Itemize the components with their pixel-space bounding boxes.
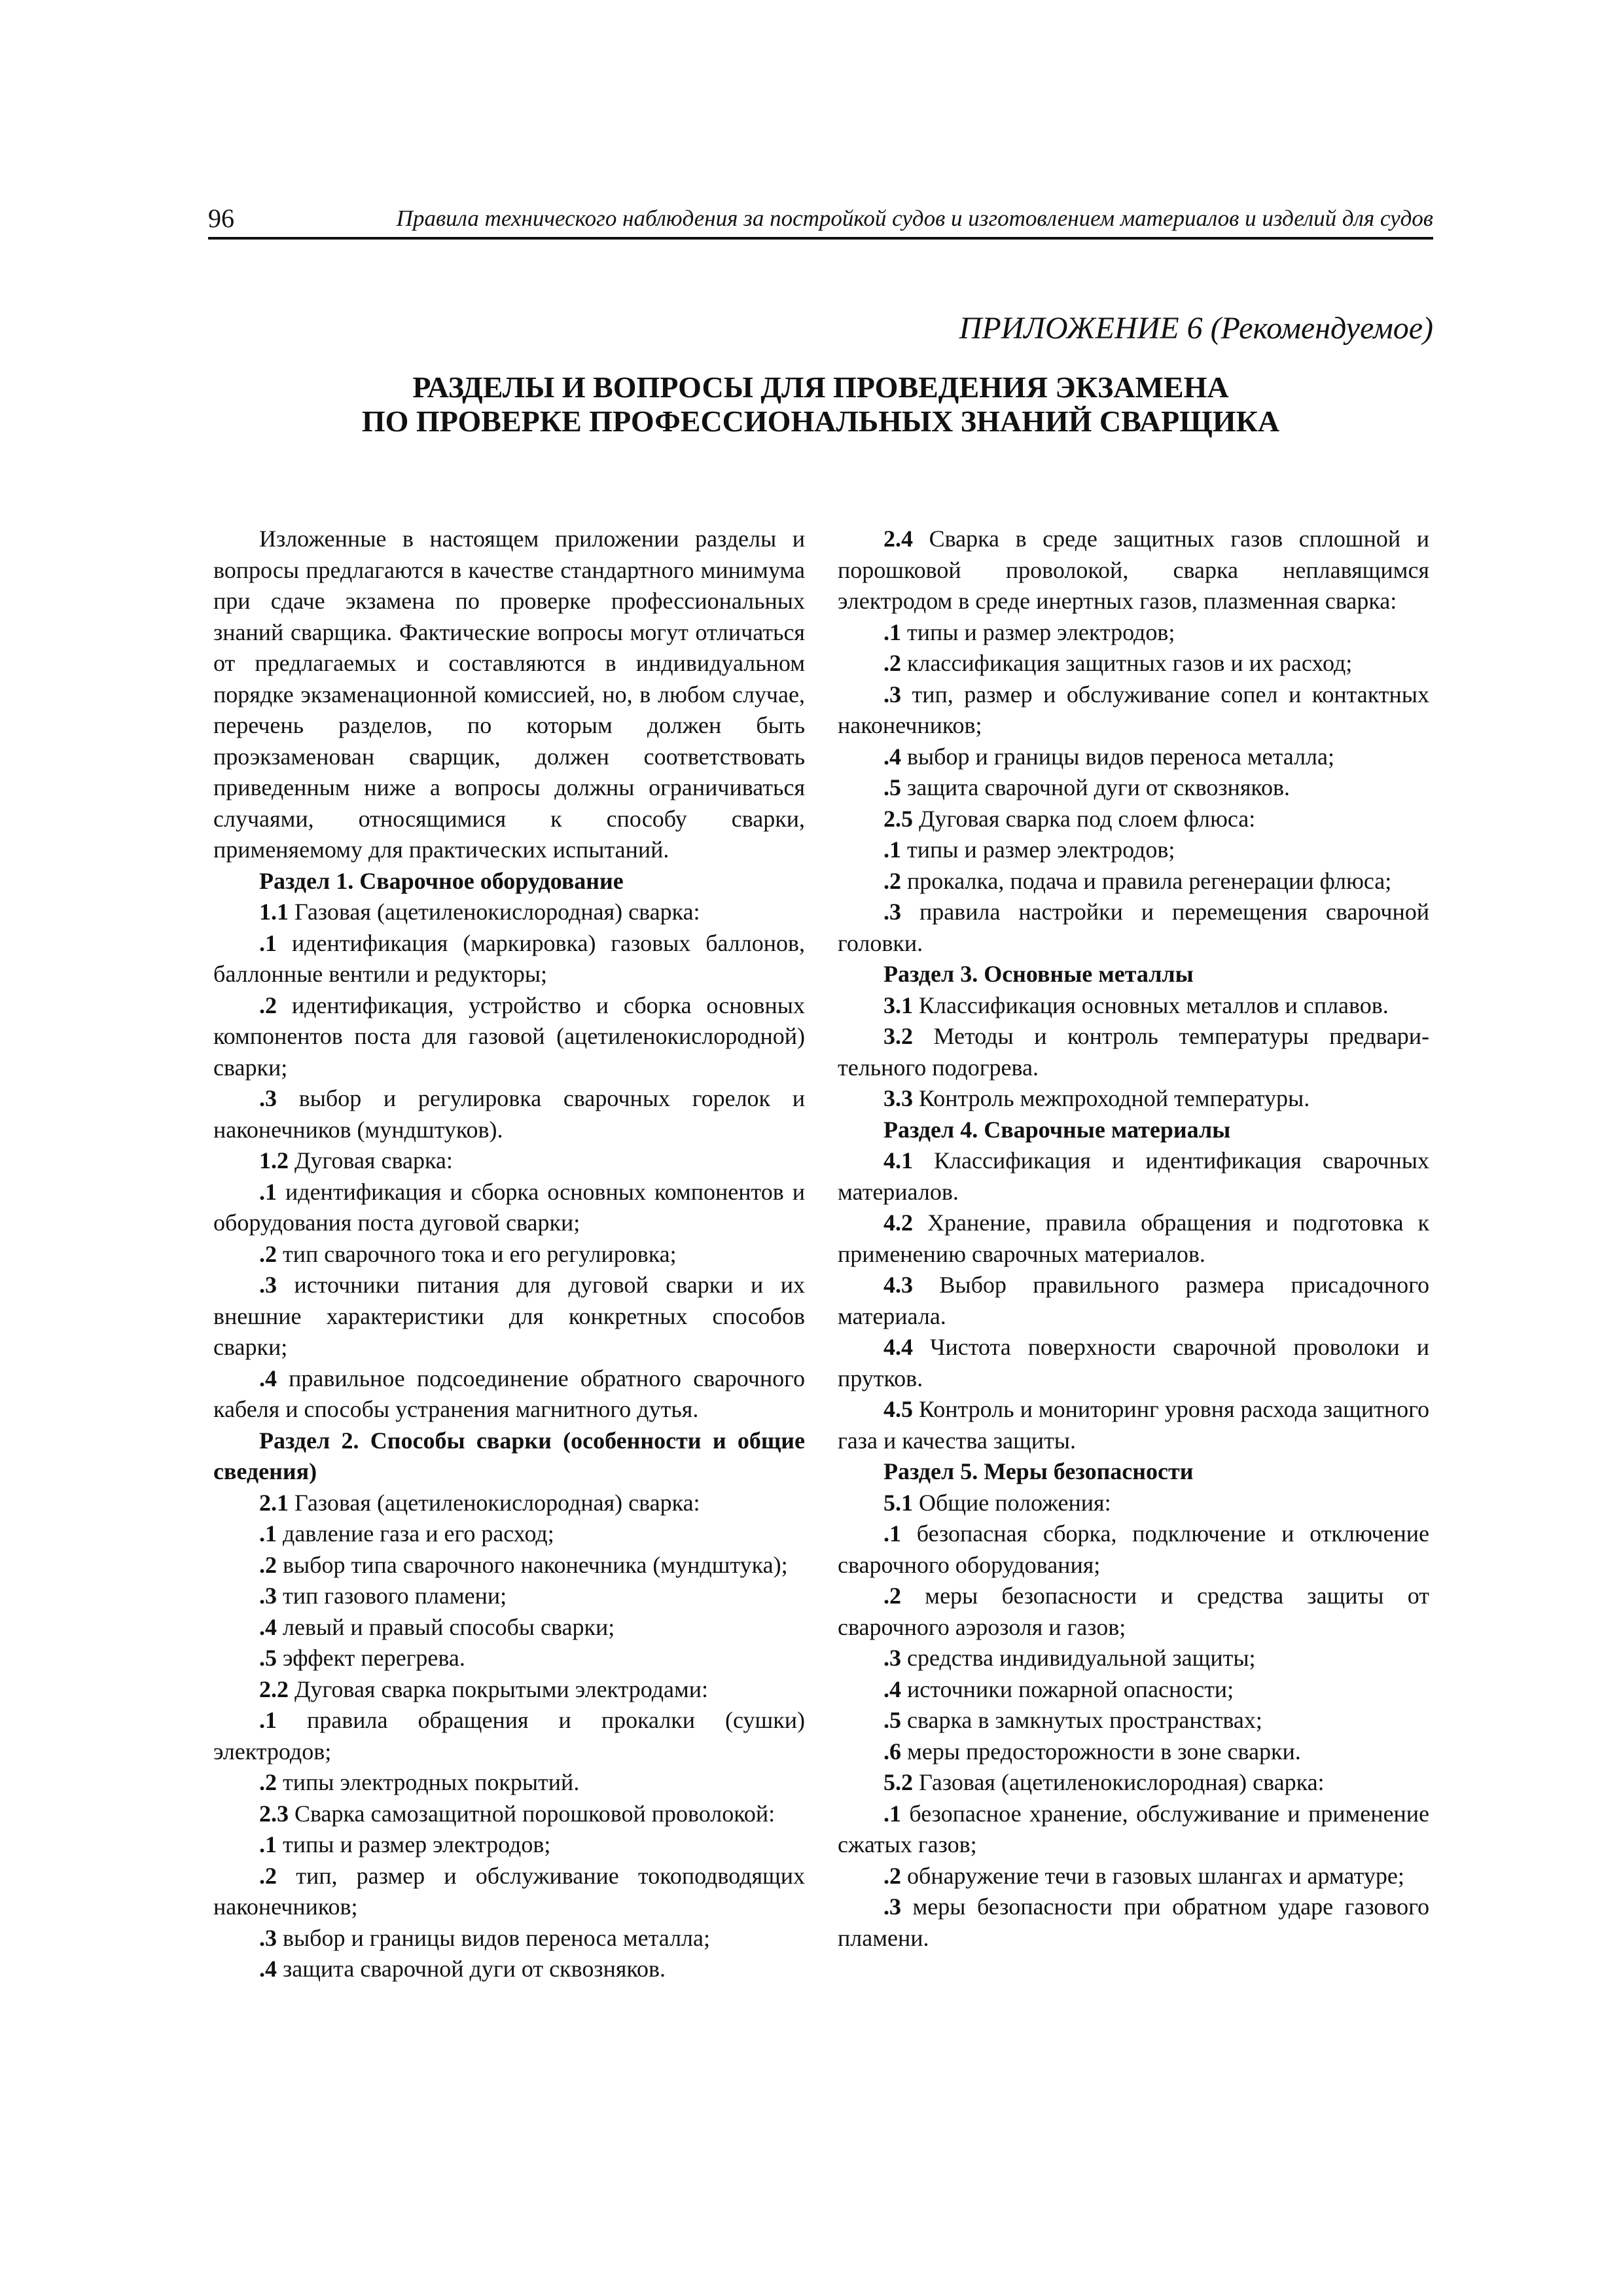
running-title: Правила технического наблюдения за постройкой судов и изготовлением материалов и изделий для судов (396, 206, 1433, 231)
item-number: .1 (259, 1831, 277, 1857)
item-number: .3 (259, 1924, 277, 1951)
item-5-2-2 (838, 1861, 1429, 1892)
item-number: 4.5 (883, 1396, 913, 1422)
item-number: 3.3 (883, 1085, 913, 1111)
item-number: .2 (259, 992, 277, 1018)
item-text: выбор и границы видов переноса металла; (901, 743, 1334, 770)
item-text: Газовая (ацетиленокислородная) сварка: (913, 1769, 1325, 1795)
item-2-4-3 (838, 679, 1429, 742)
item-5-1 (838, 1488, 1429, 1519)
section-1-heading: Раздел 1. Сварочное оборудование (259, 867, 624, 894)
item-1-2 (213, 1145, 805, 1177)
item-text: давление газа и его расход; (277, 1520, 554, 1547)
item-text: Методы и контроль температуры предварительного подогрева. (838, 1023, 1429, 1081)
item-number: 3.1 (883, 992, 913, 1018)
item-text: Дуговая сварка: (289, 1147, 453, 1174)
item-number: .4 (883, 743, 901, 770)
item-number: .4 (259, 1613, 277, 1640)
item-text: идентификация и сборка основных компонентов и оборудования поста дуговой сварки; (213, 1178, 805, 1236)
item-text: тип, размер и обслуживание сопел и контактных наконечников; (838, 681, 1429, 738)
item-text: Хранение, правила обращения и подготовка к применению сварочных материалов. (838, 1210, 1429, 1267)
item-text: идентификация, устройство и сборка основных компонентов поста для газовой (ацетиленокислородной) сварки; (213, 992, 805, 1081)
item-text: выбор типа сварочного наконечника (мундштука); (277, 1551, 788, 1578)
item-text: Выбор правильного размера присадочного материала. (838, 1272, 1429, 1329)
item-1-2-4 (213, 1363, 805, 1426)
item-text: обнаружение течи в газовых шлангах и арматуре; (901, 1862, 1404, 1889)
item-number: .5 (259, 1645, 277, 1671)
item-3-2 (838, 1021, 1429, 1083)
item-2-5-1 (838, 834, 1429, 866)
item-text: средства индивидуальной защиты; (901, 1645, 1256, 1671)
item-number: .3 (259, 1272, 277, 1298)
item-2-4-2 (838, 648, 1429, 679)
item-number: 4.3 (883, 1272, 913, 1298)
item-text: Классификация основных металлов и сплавов. (913, 992, 1389, 1018)
item-number: .6 (883, 1738, 901, 1765)
page-title (208, 370, 1433, 439)
item-5-1-5 (838, 1705, 1429, 1736)
item-2-4-1 (838, 617, 1429, 649)
item-2-2-2 (213, 1767, 805, 1799)
item-4-2 (838, 1208, 1429, 1270)
section-5-heading: Раздел 5. Меры безопасности (883, 1458, 1194, 1484)
item-5-1-2 (838, 1581, 1429, 1643)
item-1-2-3 (213, 1270, 805, 1363)
item-text: источники пожарной опасности; (901, 1676, 1234, 1702)
item-text: Дуговая сварка под слоем флюса: (913, 805, 1256, 832)
appendix-label: ПРИЛОЖЕНИЕ 6 (Рекомендуемое) (959, 311, 1433, 346)
intro-paragraph: Изложенные в настоящем приложении разделы и вопросы предлагаются в качестве стандартного минимума при сдаче экзамена по проверке профессиональных знаний сварщика. Фактические вопросы могут отличаться от предлагаемых и составляются в индивидуальном порядке экзаменационной комиссией, но, в любом случае, перечень разделов, по которым должен быть проэкзаменован сварщик, должен соответствовать приведенным ниже а вопросы должны ограничиваться случаями, относящимися к способу сварки, применяемому для практических испытаний. (213, 526, 805, 863)
item-text: тип, размер и обслуживание токоподводящих наконечников; (213, 1862, 805, 1920)
right-column (838, 524, 1429, 1954)
item-5-1-6 (838, 1736, 1429, 1768)
item-text: Контроль межпроходной температуры. (913, 1085, 1310, 1111)
item-3-1 (838, 990, 1429, 1022)
item-2-1-5 (213, 1643, 805, 1674)
item-number: .3 (259, 1583, 277, 1609)
item-number: .5 (883, 774, 901, 800)
item-text: правила настройки и перемещения сварочной головки. (838, 899, 1429, 956)
section-3-heading: Раздел 3. Основные металлы (883, 961, 1194, 987)
item-number: .2 (259, 1551, 277, 1578)
item-5-2-3 (838, 1892, 1429, 1954)
item-1-1-3 (213, 1083, 805, 1145)
item-5-1-4 (838, 1674, 1429, 1706)
item-number: .2 (883, 867, 901, 894)
item-text: правила обращения и прокалки (сушки) электродов; (213, 1707, 805, 1765)
item-text: прокалка, подача и правила регенерации флюса; (901, 867, 1392, 894)
item-5-1-3 (838, 1643, 1429, 1674)
item-text: Сварка самозащитной порошковой проволокой: (289, 1800, 776, 1827)
item-4-5 (838, 1394, 1429, 1456)
item-text: Газовая (ацетиленокислородная) сварка: (289, 899, 700, 925)
item-1-1-1 (213, 928, 805, 990)
item-4-3 (838, 1270, 1429, 1332)
item-text: Чистота поверхности сварочной проволоки и прутков. (838, 1334, 1429, 1391)
item-2-5 (838, 804, 1429, 835)
item-2-3-3 (213, 1923, 805, 1954)
item-number: .1 (259, 1520, 277, 1547)
item-number: 4.4 (883, 1334, 913, 1360)
item-2-3-4 (213, 1954, 805, 1985)
item-number: .2 (259, 1769, 277, 1795)
item-number: 5.1 (883, 1489, 913, 1516)
item-number: .3 (883, 681, 901, 708)
item-text: типы и размер электродов; (901, 836, 1175, 863)
item-number: 5.2 (883, 1769, 913, 1795)
item-number: .3 (883, 1893, 901, 1920)
item-text: источники питания для дуговой сварки и их внешние характеристики для конкретных способов сварки; (213, 1272, 805, 1360)
item-number: 4.2 (883, 1210, 913, 1236)
item-2-1-3 (213, 1581, 805, 1612)
item-number: .3 (883, 899, 901, 925)
item-number: .2 (883, 1862, 901, 1889)
item-text: выбор и регулировка сварочных горелок и наконечников (мундштуков). (213, 1085, 805, 1143)
item-1-2-2 (213, 1239, 805, 1270)
item-number: 2.5 (883, 805, 913, 832)
item-5-1-1 (838, 1518, 1429, 1581)
item-number: .2 (883, 1583, 901, 1609)
item-2-5-3 (838, 897, 1429, 959)
item-1-1 (213, 897, 805, 928)
item-number: .1 (883, 836, 901, 863)
item-4-4 (838, 1332, 1429, 1394)
item-text: меры предосторожности в зоне сварки. (901, 1738, 1301, 1765)
item-text: Классификация и идентификация сварочных материалов. (838, 1147, 1429, 1205)
item-number: .5 (883, 1707, 901, 1733)
item-number: .1 (259, 1178, 277, 1205)
item-2-4-4 (838, 742, 1429, 773)
item-text: меры безопасности и средства защиты от сварочного аэрозоля и газов; (838, 1583, 1429, 1640)
item-text: Сварка в среде защитных газов сплошной и порошковой проволокой, сварка неплавящимся электродом в среде инертных газов, плазменная сварка: (838, 526, 1429, 614)
item-text: левый и правый способы сварки; (277, 1613, 615, 1640)
item-2-1 (213, 1488, 805, 1519)
item-text: Газовая (ацетиленокислородная) сварка: (289, 1489, 700, 1516)
item-text: защита сварочной дуги от сквозняков. (901, 774, 1291, 800)
item-5-2 (838, 1767, 1429, 1799)
left-column (213, 524, 805, 1985)
item-text: безопасная сборка, подключение и отключение сварочного оборудования; (838, 1520, 1429, 1578)
item-number: 3.2 (883, 1023, 913, 1049)
item-number: .2 (259, 1862, 277, 1889)
item-3-3 (838, 1083, 1429, 1115)
title-line-2: ПО ПРОВЕРКЕ ПРОФЕССИОНАЛЬНЫХ ЗНАНИЙ СВАРЩИКА (361, 404, 1280, 438)
item-text: типы электродных покрытий. (277, 1769, 580, 1795)
item-4-1 (838, 1145, 1429, 1208)
item-2-3-2 (213, 1861, 805, 1923)
item-number: 2.3 (259, 1800, 289, 1827)
item-number: 2.1 (259, 1489, 289, 1516)
item-number: 1.2 (259, 1147, 289, 1174)
item-text: Контроль и мониторинг уровня расхода защитного газа и качества защиты. (838, 1396, 1429, 1454)
item-number: 4.1 (883, 1147, 913, 1174)
item-number: .4 (883, 1676, 901, 1702)
running-header (208, 200, 1433, 240)
item-2-4 (838, 524, 1429, 617)
item-1-1-2 (213, 990, 805, 1084)
item-number: .1 (883, 1800, 901, 1827)
item-number: .1 (259, 1707, 277, 1733)
item-number: .3 (883, 1645, 901, 1671)
section-2-heading: Раздел 2. Способы сварки (особенности и общие сведения) (213, 1427, 805, 1484)
item-text: классификация защитных газов и их расход; (901, 650, 1353, 676)
item-2-3 (213, 1799, 805, 1830)
item-text: выбор и границы видов переноса металла; (277, 1924, 710, 1951)
item-number: .1 (259, 929, 277, 956)
item-number: .2 (259, 1240, 277, 1267)
item-text: типы и размер электродов; (277, 1831, 551, 1857)
item-text: сварка в замкнутых пространствах; (901, 1707, 1262, 1733)
item-2-4-5 (838, 772, 1429, 804)
item-number: .1 (883, 619, 901, 645)
section-4-heading: Раздел 4. Сварочные материалы (883, 1116, 1231, 1143)
item-text: тип газового пламени; (277, 1583, 507, 1609)
item-number: 1.1 (259, 899, 289, 925)
item-text: идентификация (маркировка) газовых баллонов, баллонные вентили и редукторы; (213, 929, 805, 987)
item-5-2-1 (838, 1799, 1429, 1861)
item-2-5-2 (838, 866, 1429, 897)
item-text: типы и размер электродов; (901, 619, 1175, 645)
item-2-1-1 (213, 1518, 805, 1550)
title-line-1: РАЗДЕЛЫ И ВОПРОСЫ ДЛЯ ПРОВЕДЕНИЯ ЭКЗАМЕНА (412, 370, 1229, 404)
item-text: защита сварочной дуги от сквозняков. (277, 1956, 666, 1982)
item-number: .1 (883, 1520, 901, 1547)
page-number: 96 (208, 204, 234, 233)
item-text: Общие положения: (913, 1489, 1111, 1516)
item-number: 2.4 (883, 526, 913, 552)
item-text: тип сварочного тока и его регулировка; (277, 1240, 677, 1267)
item-text: Дуговая сварка покрытыми электродами: (289, 1676, 709, 1702)
item-number: .4 (259, 1956, 277, 1982)
item-number: 2.2 (259, 1676, 289, 1702)
item-2-2-1 (213, 1705, 805, 1767)
item-text: безопасное хранение, обслуживание и применение сжатых газов; (838, 1800, 1429, 1857)
item-text: правильное подсоединение обратного сварочного кабеля и способы устранения магнитного дутья. (213, 1365, 805, 1422)
item-text: меры безопасности при обратном ударе газового пламени. (838, 1893, 1429, 1951)
item-text: эффект перегрева. (277, 1645, 465, 1671)
item-2-1-2 (213, 1550, 805, 1581)
item-2-2 (213, 1674, 805, 1706)
item-2-1-4 (213, 1612, 805, 1643)
item-number: .4 (259, 1365, 277, 1391)
item-2-3-1 (213, 1829, 805, 1861)
item-1-2-1 (213, 1177, 805, 1239)
item-number: .3 (259, 1085, 277, 1111)
item-number: .2 (883, 650, 901, 676)
